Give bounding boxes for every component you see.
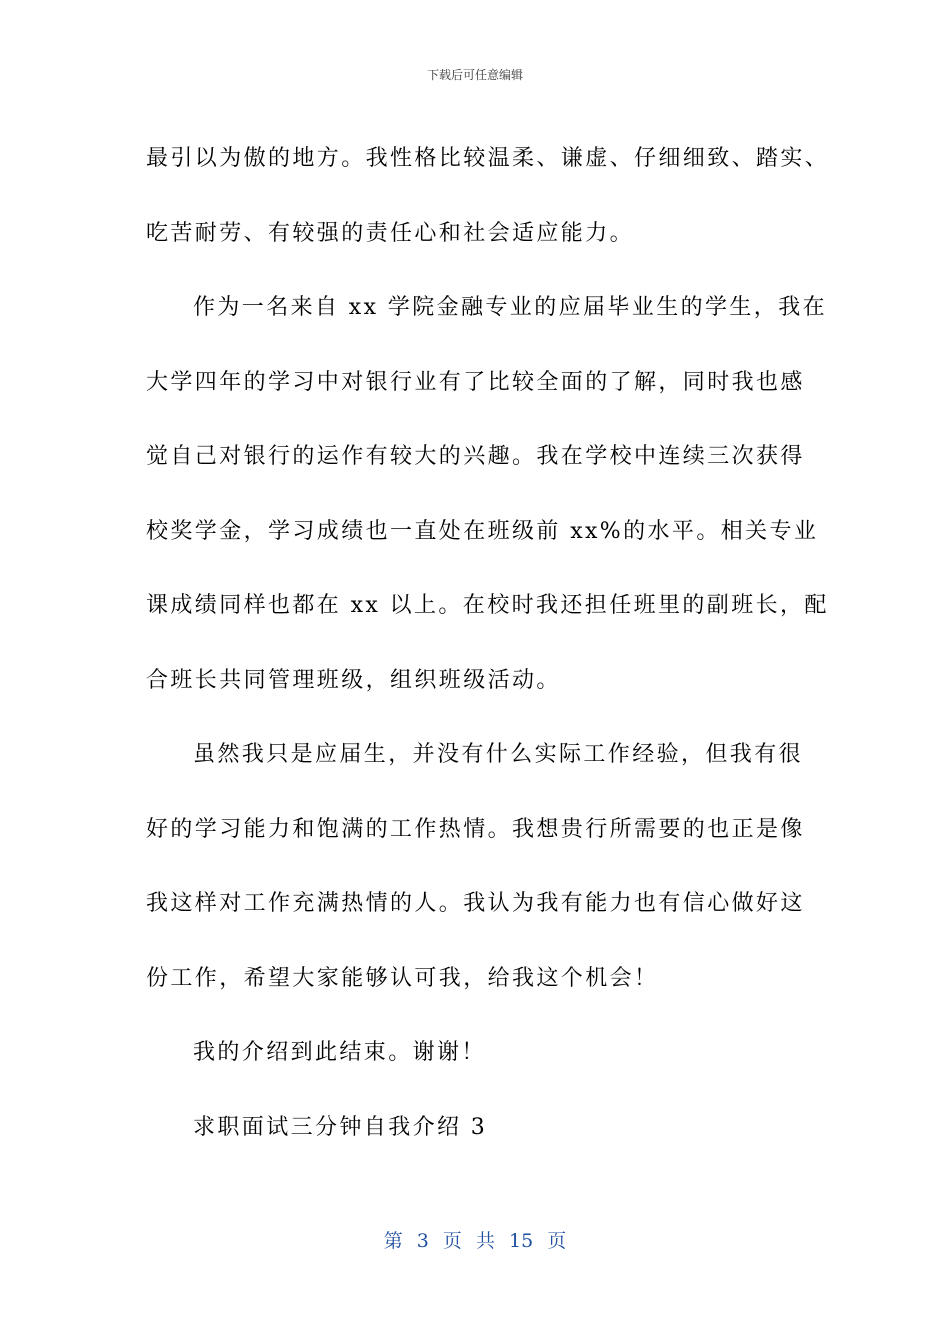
body-line: 课成绩同样也都在 xx 以上。在校时我还担任班里的副班长，配 xyxy=(146,593,829,618)
body-line: 作为一名来自 xx 学院金融专业的应届毕业生的学生，我在 xyxy=(193,295,828,320)
body-line: 我的介绍到此结束。谢谢！ xyxy=(193,1040,486,1065)
page-header: 下载后可任意编辑 xyxy=(426,68,523,82)
body-line: 虽然我只是应届生，并没有什么实际工作经验，但我有很 xyxy=(193,742,804,767)
body-line: 合班长共同管理班级，组织班级活动。 xyxy=(146,667,561,693)
page-number: 第 3 页 共 15 页 xyxy=(383,1230,567,1252)
body-line: 觉自己对银行的运作有较大的兴趣。我在学校中连续三次获得 xyxy=(146,444,805,469)
body-line: 份工作，希望大家能够认可我，给我这个机会！ xyxy=(146,965,659,991)
body-line: 我这样对工作充满热情的人。我认为我有能力也有信心做好这 xyxy=(146,891,805,916)
section-heading: 求职面试三分钟自我介绍 3 xyxy=(193,1114,488,1140)
body-line: 好的学习能力和饱满的工作热情。我想贵行所需要的也正是像 xyxy=(146,816,805,842)
document-body xyxy=(146,122,830,1165)
body-line: 校奖学金，学习成绩也一直处在班级前 xx%的水平。相关专业 xyxy=(146,518,819,544)
body-line: 大学四年的学习中对银行业有了比较全面的了解，同时我也感 xyxy=(146,369,805,395)
body-line: 吃苦耐劳、有较强的责任心和社会适应能力。 xyxy=(146,220,635,246)
body-line: 最引以为傲的地方。我性格比较温柔、谦虚、仔细细致、踏实、 xyxy=(146,146,830,171)
